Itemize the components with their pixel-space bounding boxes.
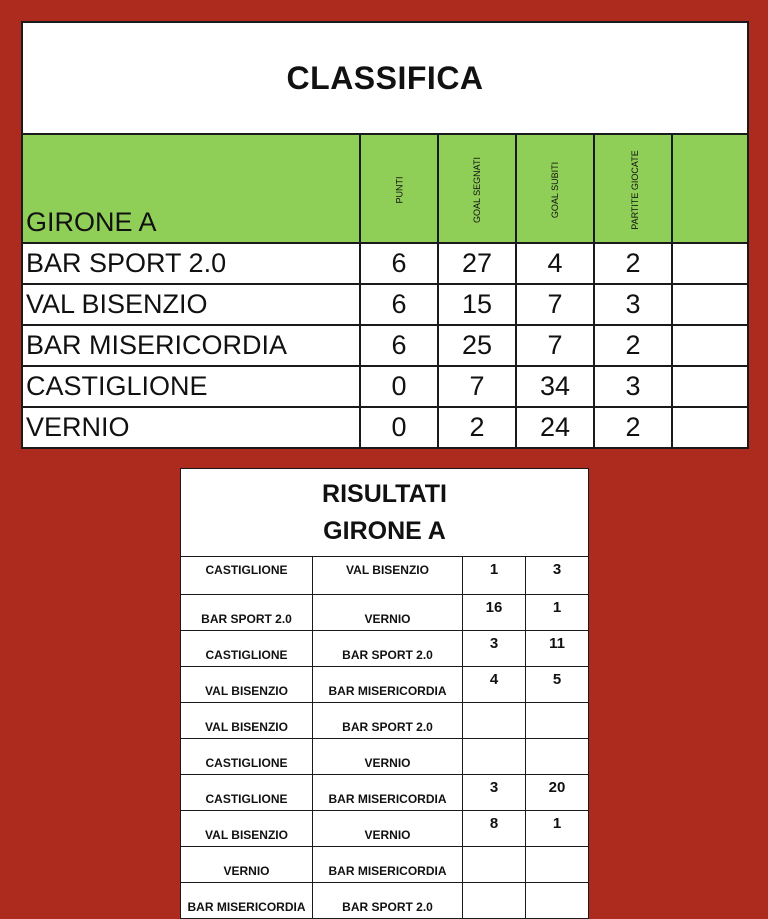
match-away-team: BAR MISERICORDIA	[313, 775, 463, 811]
match-home-score: 8	[463, 811, 526, 847]
team-punti: 6	[360, 243, 438, 284]
match-away-team: VERNIO	[313, 811, 463, 847]
match-home-score: 3	[463, 631, 526, 667]
team-goal-segnati: 27	[438, 243, 516, 284]
standings-title: CLASSIFICA	[22, 22, 748, 134]
team-partite-giocate: 3	[594, 366, 672, 407]
match-away-score: 3	[526, 557, 589, 595]
table-row	[181, 667, 589, 703]
results-table	[180, 468, 589, 919]
match-home-score: 4	[463, 667, 526, 703]
results-title	[181, 469, 589, 557]
team-empty-cell	[672, 407, 748, 448]
match-away-team: BAR SPORT 2.0	[313, 703, 463, 739]
match-away-score: 20	[526, 775, 589, 811]
team-empty-cell	[672, 284, 748, 325]
match-away-score	[526, 847, 589, 883]
match-away-score: 1	[526, 811, 589, 847]
header-punti-label: PUNTI	[394, 176, 404, 203]
match-away-score: 1	[526, 595, 589, 631]
team-punti: 6	[360, 325, 438, 366]
table-row	[181, 883, 589, 919]
header-partite-giocate	[594, 134, 672, 243]
match-home-score	[463, 883, 526, 919]
team-punti: 6	[360, 284, 438, 325]
team-partite-giocate: 2	[594, 325, 672, 366]
team-goal-subiti: 7	[516, 284, 594, 325]
table-row	[22, 366, 748, 407]
match-away-score	[526, 883, 589, 919]
table-row	[181, 739, 589, 775]
table-row	[181, 595, 589, 631]
match-away-team: VERNIO	[313, 739, 463, 775]
team-goal-segnati: 7	[438, 366, 516, 407]
team-partite-giocate: 2	[594, 243, 672, 284]
match-away-team: VAL BISENZIO	[313, 557, 463, 595]
match-home-score: 1	[463, 557, 526, 595]
table-row	[181, 631, 589, 667]
match-home-team: BAR MISERICORDIA	[181, 883, 313, 919]
team-goal-subiti: 24	[516, 407, 594, 448]
match-home-score	[463, 739, 526, 775]
header-goal-segnati-label: GOAL SEGNATI	[471, 156, 482, 223]
group-label: GIRONE A	[22, 134, 360, 243]
match-away-score	[526, 703, 589, 739]
team-empty-cell	[672, 366, 748, 407]
team-partite-giocate: 3	[594, 284, 672, 325]
header-punti	[360, 134, 438, 243]
team-punti: 0	[360, 366, 438, 407]
team-partite-giocate: 2	[594, 407, 672, 448]
table-row	[181, 703, 589, 739]
team-empty-cell	[672, 325, 748, 366]
results-title-row	[181, 469, 589, 557]
results-title-line2: GIRONE A	[323, 516, 446, 545]
table-row	[22, 243, 748, 284]
standings-title-row	[22, 22, 748, 134]
match-away-score	[526, 739, 589, 775]
table-row	[181, 847, 589, 883]
team-goal-segnati: 2	[438, 407, 516, 448]
results-title-line1: RISULTATI	[322, 479, 448, 508]
team-goal-segnati: 25	[438, 325, 516, 366]
table-row	[181, 775, 589, 811]
match-away-team: VERNIO	[313, 595, 463, 631]
header-partite-giocate-label: PARTITE GIOCATE	[629, 149, 640, 230]
team-empty-cell	[672, 243, 748, 284]
team-name: BAR MISERICORDIA	[22, 325, 360, 366]
match-away-score: 5	[526, 667, 589, 703]
team-goal-subiti: 4	[516, 243, 594, 284]
table-row	[181, 557, 589, 595]
team-name: BAR SPORT 2.0	[22, 243, 360, 284]
match-home-score: 16	[463, 595, 526, 631]
team-goal-subiti: 7	[516, 325, 594, 366]
header-goal-subiti-label: GOAL SUBITI	[550, 161, 560, 218]
match-home-team: VAL BISENZIO	[181, 667, 313, 703]
match-away-team: BAR SPORT 2.0	[313, 883, 463, 919]
team-goal-segnati: 15	[438, 284, 516, 325]
match-home-score: 3	[463, 775, 526, 811]
match-home-team: CASTIGLIONE	[181, 557, 313, 595]
match-home-team: CASTIGLIONE	[181, 775, 313, 811]
match-away-team: BAR MISERICORDIA	[313, 847, 463, 883]
team-name: VERNIO	[22, 407, 360, 448]
table-row	[22, 325, 748, 366]
standings-header-row	[22, 134, 748, 243]
standings-table	[21, 21, 749, 449]
team-goal-subiti: 34	[516, 366, 594, 407]
match-away-team: BAR MISERICORDIA	[313, 667, 463, 703]
match-home-team: VAL BISENZIO	[181, 703, 313, 739]
match-home-score	[463, 847, 526, 883]
table-row	[181, 811, 589, 847]
team-punti: 0	[360, 407, 438, 448]
header-goal-subiti	[516, 134, 594, 243]
match-away-score: 11	[526, 631, 589, 667]
match-away-team: BAR SPORT 2.0	[313, 631, 463, 667]
match-home-team: VAL BISENZIO	[181, 811, 313, 847]
team-name: VAL BISENZIO	[22, 284, 360, 325]
match-home-score	[463, 703, 526, 739]
table-row	[22, 407, 748, 448]
header-empty	[672, 134, 748, 243]
match-home-team: CASTIGLIONE	[181, 739, 313, 775]
team-name: CASTIGLIONE	[22, 366, 360, 407]
table-row	[22, 284, 748, 325]
match-home-team: CASTIGLIONE	[181, 631, 313, 667]
header-goal-segnati	[438, 134, 516, 243]
match-home-team: BAR SPORT 2.0	[181, 595, 313, 631]
match-home-team: VERNIO	[181, 847, 313, 883]
